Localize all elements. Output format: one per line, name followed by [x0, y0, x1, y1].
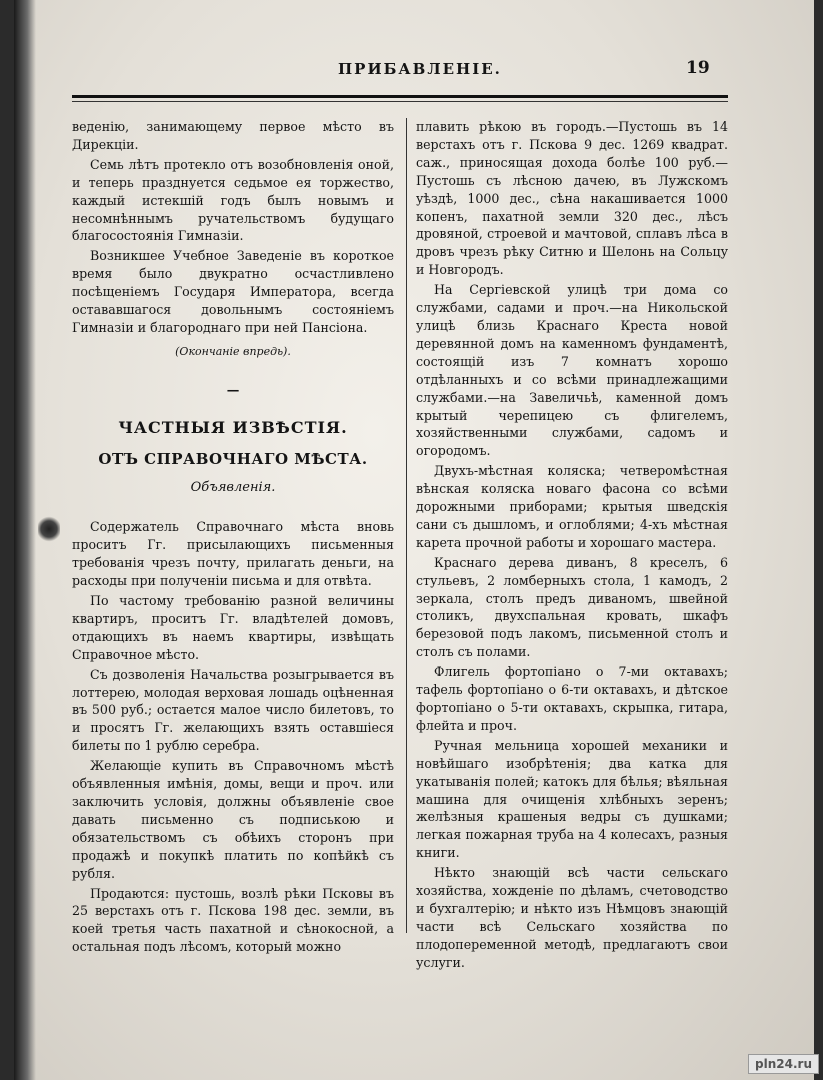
right-column	[416, 118, 728, 974]
section-dash: —	[226, 381, 240, 397]
continued-note: (Окончанiе впредь).	[175, 344, 291, 358]
page-binding-edge	[14, 0, 36, 1080]
newspaper-page	[14, 0, 814, 1080]
running-title: ПРИБАВЛЕНIЕ.	[338, 60, 502, 78]
header-rule-thin	[72, 101, 728, 102]
column-divider	[406, 118, 407, 933]
paragraph: Возникшее Учебное Заведенiе въ короткое время было двукратно осчастливлено посѣщенiемъ Государя Императора, всегда остававшагося довольнымъ состоянiемъ Гимназiи и благороднаго при ней Пансiона.	[72, 248, 394, 335]
notice: По частому требованiю разной величины квартиръ, проситъ Гг. владѣтелей домовъ, отдающихъ въ наемъ квартиры, извѣщать Справочное мѣсто.	[72, 593, 394, 662]
paragraph: Флигель фортопiано о 7-ми октавахъ; тафель фортопiано о 6-ти октавахъ, и дѣтское фортопiано о 5-ти октавахъ, скрыпка, гитара, флейта и проч.	[416, 664, 728, 733]
notice: Желающiе купить въ Справочномъ мѣстѣ объявленныя имѣнiя, домы, вещи и проч. или заключить условiя, должны объявленiе свое давать письменно съ подпиською и обязательствомъ съ обѣихъ сторонъ при продажѣ и покупкѣ платить по копѣйкѣ съ рубля.	[72, 758, 394, 881]
paragraph: Нѣкто знающiй всѣ части сельскаго хозяйства, хожденiе по дѣламъ, счетоводство и бухгалтерiю; и нѣкто изъ Нѣмцовъ знающiй части всѣ Сельскаго хозяйства по плодопеременной методѣ, предлагаютъ свои услуги.	[416, 865, 728, 970]
paragraph: Семь лѣтъ протекло отъ возобновленiя оной, и теперь празднуется седьмое ея торжество, каждый истекшiй годъ былъ новымъ и несомнѣннымъ ручательствомъ будущаго благосостоянiя Гимназiи.	[72, 156, 394, 244]
paragraph: плавить рѣкою въ городъ.—Пустошь въ 14 верстахъ отъ г. Пскова 9 дес. 1269 квадрат. саж., приносящая дохода болѣе 100 руб.—Пустошь съ лѣсною дачею, въ Лужскомъ уѣздѣ, 1000 дес., сѣна накашивается 1000 копенъ, пахатной земли 320 дес., лѣсъ дровяной, строевой и мачтовой, сплавъ лѣса в дровъ чрезъ рѣку Ситню и Шелонь на Сольцу и Новгородъ.	[416, 119, 728, 278]
header-rule	[72, 95, 728, 98]
paragraph: Двухъ-мѣстная коляска; четверомѣстная вѣнская коляска новаго фасона со всѣми дорожными приборами; крытыя шведскiя сани съ дышломъ, и оглоблями; 4-хъ мѣстная карета прочной работы и хорошаго мастера.	[416, 463, 728, 550]
page-number: 19	[686, 58, 710, 78]
paragraph: Ручная мельница хорошей механики и новѣйшаго изобрѣтенiя; два катка для укатыванiя полей; катокъ для бѣлья; вѣяльная машина для очищенiя хлѣбныхъ зеренъ; желѣзныя крашеныя ведры съ душками; легкая пожарная труба на 4 колесахъ, разныя книги.	[416, 737, 728, 861]
paragraph: Краснаго дерева диванъ, 8 креселъ, 6 стульевъ, 2 ломберныхъ стола, 1 камодъ, 2 зеркала, столъ предъ диваномъ, швейной столикъ, двухспальная кровать, шкафъ березовой подъ лакомъ, письменной столъ и столъ съ полами.	[416, 554, 728, 660]
left-column	[72, 118, 394, 958]
notice: Содержатель Справочнаго мѣста вновь проситъ Гг. присылающихъ письменныя требованiя чрезъ почту, прилагать деньги, на расходы при полученiи письма и для отвѣта.	[72, 519, 394, 589]
paragraph: веденiю, занимающему первое мѣсто въ Дирекцiи.	[72, 119, 394, 152]
site-watermark: pln24.ru	[748, 1054, 819, 1074]
ink-blot	[38, 515, 60, 543]
subsection-subtitle: Объявленiя.	[190, 479, 276, 495]
notice: Продаются: пустошь, возлѣ рѣки Псковы въ 25 верстахъ отъ г. Пскова 198 дес. земли, въ коей третья часть пахатной и сѣнокосной, а остальная подъ лѣсомъ, который можно	[72, 885, 394, 955]
subsection-title: ОТЪ СПРАВОЧНАГО МѢСТА.	[98, 449, 368, 468]
notice: Съ дозволенiя Начальства розыгрывается въ лоттерею, молодая верховая лошадь оцѣненная въ 500 руб.; остается малое число билетовъ, то и просятъ Гг. желающихъ взять оставшiеся билеты по 1 рублю серебра.	[72, 666, 394, 754]
section-title: ЧАСТНЫЯ ИЗВѢСТIЯ.	[118, 417, 348, 437]
paragraph: На Сергiевской улицѣ три дома со службами, садами и проч.—на Никольской улицѣ близь Краснаго Креста новой деревянной домъ на каменномъ фундаментѣ, состоящiй изъ 7 комнатъ хорошо отдѣланныхъ и со всѣми принадлежащими службами.—на Завеличьѣ, каменной домъ крытый черепицею съ флигелемъ, хозяйственными службами, садомъ и огородомъ.	[416, 282, 728, 459]
